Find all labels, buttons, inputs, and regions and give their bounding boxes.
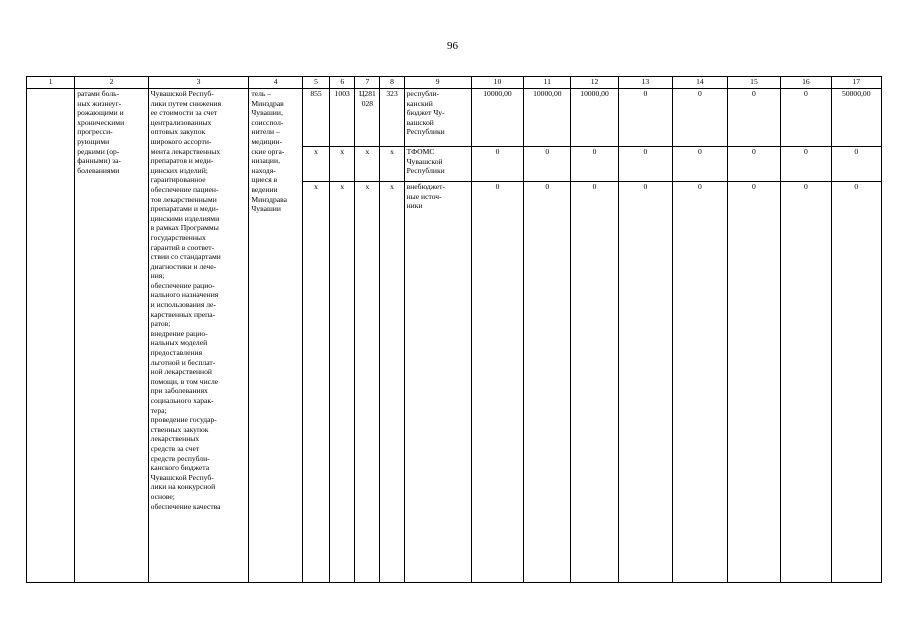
col-header-12: 12 xyxy=(571,77,618,89)
cell-c8: х xyxy=(380,147,404,182)
col-header-5: 5 xyxy=(302,77,329,89)
col-header-13: 13 xyxy=(618,77,673,89)
cell-c11: 10000,00 xyxy=(524,89,571,147)
col-header-15: 15 xyxy=(727,77,781,89)
cell-c16: 0 xyxy=(781,89,831,147)
cell-c12: 0 xyxy=(571,147,618,182)
cell-c13: 0 xyxy=(618,182,673,583)
cell-c6: 1003 xyxy=(330,89,355,147)
cell-c10: 0 xyxy=(471,147,523,182)
cell-c11: 0 xyxy=(524,182,571,583)
cell-c7: х xyxy=(355,147,380,182)
cell-c16: 0 xyxy=(781,147,831,182)
col-header-9: 9 xyxy=(404,77,471,89)
col-header-11: 11 xyxy=(524,77,571,89)
col-header-7: 7 xyxy=(355,77,380,89)
table-row xyxy=(27,89,882,147)
col-header-6: 6 xyxy=(330,77,355,89)
cell-event-name: ратами боль- ных жизнеуг- рожающими и хроническими прогресси- рующими редкими (ор- фанными) за- болеваниями xyxy=(75,89,148,583)
cell-c15: 0 xyxy=(727,147,781,182)
col-header-17: 17 xyxy=(831,77,881,89)
cell-c8: 323 xyxy=(380,89,404,147)
cell-c17: 0 xyxy=(831,182,881,583)
col-header-8: 8 xyxy=(380,77,404,89)
cell-c6: х xyxy=(330,182,355,583)
col-header-3: 3 xyxy=(148,77,249,89)
col-header-16: 16 xyxy=(781,77,831,89)
cell-c7: х xyxy=(355,182,380,583)
cell-c13: 0 xyxy=(618,147,673,182)
col-header-1: 1 xyxy=(27,77,75,89)
page-number: 96 xyxy=(447,40,458,52)
cell-c11: 0 xyxy=(524,147,571,182)
cell-c6: х xyxy=(330,147,355,182)
cell-source: республи- канский бюджет Чу- вашской Республики xyxy=(404,89,471,147)
cell-source: внебюджет- ные источ- ники xyxy=(404,182,471,583)
cell-c17: 0 xyxy=(831,147,881,182)
budget-table xyxy=(26,76,882,583)
cell-source: ТФОМС Чувашской Республики xyxy=(404,147,471,182)
cell-c12: 10000,00 xyxy=(571,89,618,147)
cell-c5: х xyxy=(302,182,329,583)
cell-executor: тель – Минздрав Чувашии, соисспол- нители – медицин- ские орга- низации, находя- щиеся в ведении Минздрава Чувашии xyxy=(249,89,303,583)
cell-col1 xyxy=(27,89,75,583)
cell-c5: х xyxy=(302,147,329,182)
cell-c10: 10000,00 xyxy=(471,89,523,147)
cell-c17: 50000,00 xyxy=(831,89,881,147)
cell-c10: 0 xyxy=(471,182,523,583)
col-header-10: 10 xyxy=(471,77,523,89)
cell-c15: 0 xyxy=(727,182,781,583)
cell-c14: 0 xyxy=(673,182,728,583)
cell-c16: 0 xyxy=(781,182,831,583)
cell-c12: 0 xyxy=(571,182,618,583)
cell-c14: 0 xyxy=(673,89,728,147)
cell-c13: 0 xyxy=(618,89,673,147)
cell-c5: 855 xyxy=(302,89,329,147)
cell-c14: 0 xyxy=(673,147,728,182)
col-header-4: 4 xyxy=(249,77,303,89)
cell-event-description: Чувашской Респуб- лики путем снижения ее стоимости за счет централизованных оптовых закупок широкого ассорти- мента лекарственных препаратов и меди- цинских изделий; гарантированное обеспечение пациен- тов лекарственными препаратами и меди- цинскими изделиями в рамках Программы государственных гарантий в соответ- ствии со стандартами диагностики и лече- ния; обеспечение рацио- нального назначения и использования ле- карственных препа- ратов; внедрение рацио- нальных моделей предоставления льготной и бесплат- ной лекарственной помощи, в том числе при заболеваниях социального харак- тера; проведение государ- ственных закупок лекарственных средств за счет средств республи- канского бюджета Чувашской Респуб- лики на конкурсной основе; обеспечение качества xyxy=(148,89,249,583)
header-row xyxy=(27,77,882,89)
col-header-14: 14 xyxy=(673,77,728,89)
cell-c8: х xyxy=(380,182,404,583)
cell-c7: Ц281 028 xyxy=(355,89,380,147)
col-header-2: 2 xyxy=(75,77,148,89)
cell-c15: 0 xyxy=(727,89,781,147)
